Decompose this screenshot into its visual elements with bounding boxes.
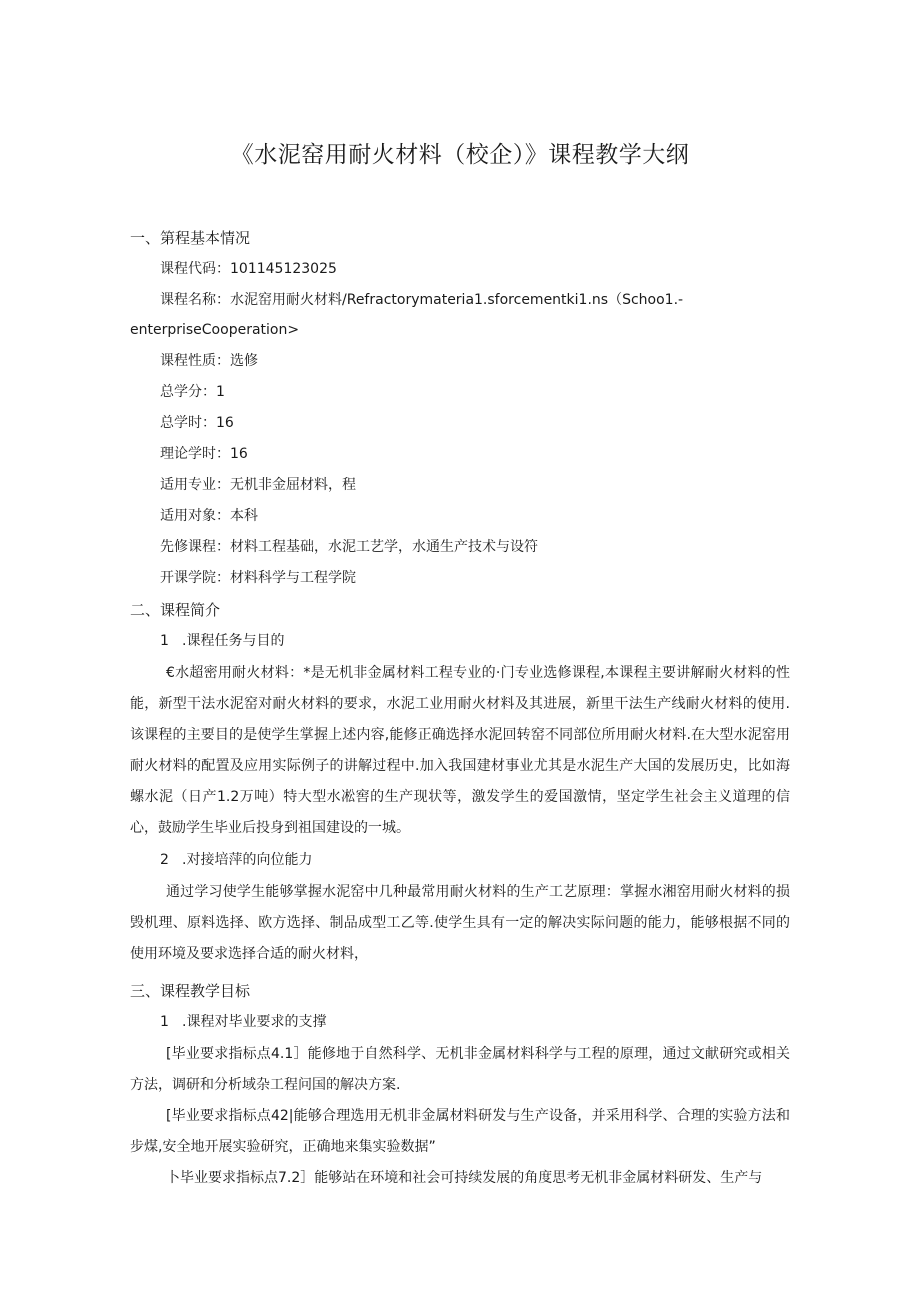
section-heading-introduction: 二、课程简介: [130, 601, 221, 619]
paragraph-indicator-7-2: 卜毕业要求指标点7.2］能够站在环境和社会可持续发展的角度思考无机非金属材料研发、生产与: [166, 1170, 763, 1186]
applicable-target: 适用对象：本科: [160, 508, 258, 524]
subsection-title: .对接培萍的向位能力: [182, 852, 313, 868]
document-title: 《水泥窑用耐火材料（校企）》课程教学大纲: [230, 142, 690, 168]
subsection-task-purpose: [160, 630, 284, 652]
theory-hours: 理论学时：16: [160, 446, 248, 462]
course-name-continued: enterpriseCooperation>: [130, 322, 300, 338]
course-nature: 课程性质：选修: [160, 353, 258, 369]
paragraph-indicator-4-1: [毕业要求指标点4.1］能修地于自然科学、无机非金属材料科学与工程的原理，通过文献研究或相关方法，调研和分析域杂工程问国的解决方案.: [130, 1046, 790, 1093]
section-heading-objectives: 三、课程教学目标: [130, 982, 251, 1000]
course-credits: 总学分：1: [160, 384, 225, 400]
section-heading-basic-info: 一、第程基本情况: [130, 229, 251, 247]
paragraph-job-ability: 通过学习使学生能够掌握水泥窑中几种最常用耐火材料的生产工艺原理：掌握水湘窑用耐火材料的损毁机理、原料选择、欧方选择、制品成型工乙等.使学生具有一定的解决实际问题的能力，能够根据不同的使用环境及要求选择合适的耐火材料，: [130, 884, 790, 962]
paragraph-task-purpose: €水超密用耐火材料：*是无机非金属材料工程专业的·门专业选修课程,本课程主要讲解耐火材料的性能，新型干法水泥窑对耐火材料的要求，水泥工业用耐火材料及其进展，新里干法生产线耐火材料的使用.该课程的主要目的是使学生掌握上述内容,能修正确选择水泥回转窑不同部位所用耐火材料.在大型水泥窑用耐火材料的配置及应用实际例子的讲解过程中.加入我国建材事业尤其是水泥生产大国的发展历史，比如海螺水泥（日产1.2万吨）特大型水凇窖的生产现状等，激发学生的爱国激情，坚定学生社会主义道理的信心，鼓励学生毕业后投身到祖国建设的一城。: [130, 665, 790, 836]
subsection-graduation-support: [160, 1011, 326, 1033]
subsection-number: 2: [160, 852, 169, 868]
subsection-title: .课程任务与目的: [182, 633, 285, 649]
paragraph-indicator-4-2: [毕业要求指标点42|能够合理选用无机非金属材料研发与生产设备，并采用科学、合理的实验方法和步煤,安全地开展实验研究，正确地来集实验数据”: [130, 1108, 790, 1155]
subsection-number: 1: [160, 1014, 169, 1030]
course-name: 课程名称：水泥窑用耐火材料/Refractorymateria1.sforcementki1.ns（Schoo1.-: [160, 292, 684, 308]
subsection-number: 1: [160, 633, 169, 649]
prerequisite-courses: 先修课程：材料工程基础，水泥工艺学，水通生产技术与设符: [160, 539, 538, 555]
subsection-title: .课程对毕业要求的支撑: [182, 1014, 327, 1030]
subsection-job-ability: [160, 849, 312, 871]
offering-college: 开课学院：材料科学与工程学院: [160, 570, 356, 586]
course-hours: 总学时：16: [160, 415, 234, 431]
applicable-major: 适用专业：无机非金屈材料，程: [160, 477, 356, 493]
course-code: 课程代码：101145123025: [160, 261, 337, 277]
